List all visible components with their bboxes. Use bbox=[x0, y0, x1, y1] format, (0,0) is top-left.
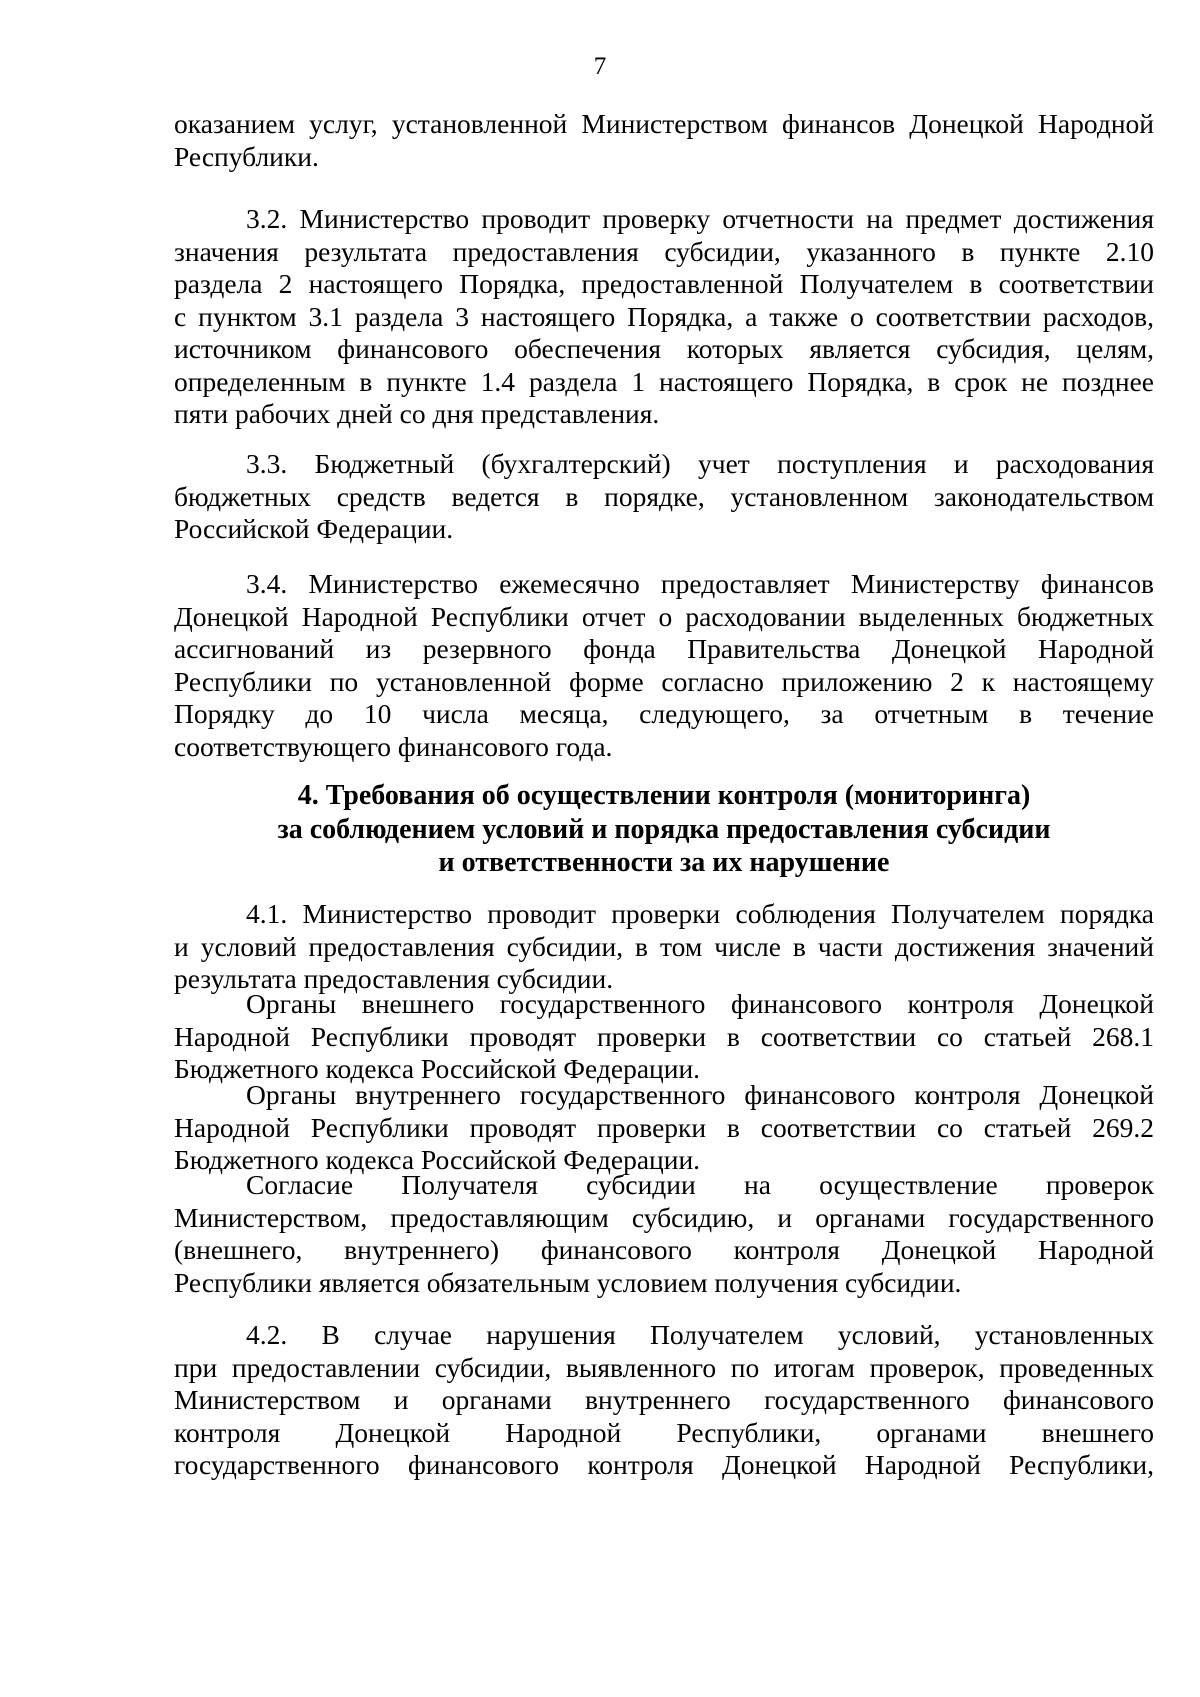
text-line: Органы внешнего государственного финансового контроля Донецкой bbox=[246, 988, 1154, 1019]
paragraph-consent bbox=[174, 1169, 1154, 1299]
text-line: значения результата предоставления субсидии, указанного в пункте 2.10 bbox=[174, 235, 1154, 267]
text-line: Министерством и органами внутреннего государственного финансового bbox=[174, 1384, 1154, 1415]
page-number: 7 bbox=[593, 53, 607, 80]
heading-line: 4. Требования об осуществлении контроля (мониторинга) bbox=[297, 780, 1031, 811]
text-line: Республики по установленной форме согласно приложению 2 к настоящему bbox=[174, 665, 1154, 697]
text-line: бюджетных средств ведется в порядке, установленном законодательством bbox=[174, 480, 1154, 512]
paragraph-4-1 bbox=[174, 898, 1154, 996]
text-line: 4.2. В случае нарушения Получателем условий, установленных bbox=[246, 1319, 1154, 1350]
text-line: Народной Республики проводят проверки в соответствии со статьей 269.2 bbox=[174, 1111, 1154, 1143]
text-line: соответствующего финансового года. bbox=[174, 730, 613, 762]
heading-line: и ответственности за их нарушение bbox=[438, 847, 890, 878]
text-line: оказанием услуг, установленной Министерством финансов Донецкой Народной bbox=[174, 108, 1154, 139]
paragraph-external-control bbox=[174, 988, 1154, 1086]
text-line: Республики. bbox=[174, 140, 319, 172]
paragraph-continuation bbox=[174, 108, 1154, 173]
text-line: при предоставлении субсидии, выявленного по итогам проверок, проведенных bbox=[174, 1351, 1154, 1383]
text-line: контроля Донецкой Народной Республики, органами внешнего bbox=[174, 1416, 1154, 1448]
text-line: 3.4. Министерство ежемесячно предоставляет Министерству финансов bbox=[246, 568, 1154, 599]
text-line: государственного финансового контроля Донецкой Народной Республики, bbox=[174, 1449, 1154, 1480]
text-line: определенным в пункте 1.4 раздела 1 настоящего Порядка, в срок не позднее bbox=[174, 365, 1154, 397]
text-line: Донецкой Народной Республики отчет о расходовании выделенных бюджетных bbox=[174, 600, 1154, 632]
heading-line: за соблюдением условий и порядка предоставления субсидии bbox=[277, 813, 1051, 845]
text-line: Бюджетного кодекса Российской Федерации. bbox=[174, 1053, 701, 1084]
text-line: с пунктом 3.1 раздела 3 настоящего Порядка, а также о соответствии расходов, bbox=[174, 300, 1154, 332]
text-line: раздела 2 настоящего Порядка, предоставленной Получателем в соответствии bbox=[174, 268, 1154, 299]
text-line: Порядку до 10 числа месяца, следующего, за отчетным в течение bbox=[174, 698, 1154, 729]
paragraph-4-2 bbox=[174, 1319, 1154, 1482]
text-line: 3.3. Бюджетный (бухгалтерский) учет поступления и расходования bbox=[246, 448, 1154, 479]
text-line: ассигнований из резервного фонда Правительства Донецкой Народной bbox=[174, 633, 1154, 664]
text-line: (внешнего, внутреннего) финансового контроля Донецкой Народной bbox=[174, 1234, 1154, 1265]
text-line: 3.2. Министерство проводит проверку отчетности на предмет достижения bbox=[246, 203, 1154, 234]
text-line: Народной Республики проводят проверки в соответствии со статьей 268.1 bbox=[174, 1020, 1154, 1052]
text-line: результата предоставления субсидии. bbox=[174, 963, 614, 994]
text-line: и условий предоставления субсидии, в том числе в части достижения значений bbox=[174, 930, 1154, 962]
text-line: Российской Федерации. bbox=[174, 513, 454, 544]
text-line: Министерством, предоставляющим субсидию, и органами государственного bbox=[174, 1201, 1154, 1233]
text-line: Республики является обязательным условием получения субсидии. bbox=[174, 1266, 962, 1298]
paragraph-internal-control bbox=[174, 1079, 1154, 1177]
paragraph-3-3 bbox=[174, 448, 1154, 546]
text-line: Согласие Получателя субсидии на осуществление проверок bbox=[246, 1169, 1154, 1200]
section-4-heading bbox=[174, 779, 1154, 880]
text-line: источником финансового обеспечения которых является субсидия, целям, bbox=[174, 333, 1154, 364]
text-line: 4.1. Министерство проводит проверки соблюдения Получателем порядка bbox=[246, 898, 1154, 929]
paragraph-3-4 bbox=[174, 568, 1154, 763]
text-line: Органы внутреннего государственного финансового контроля Донецкой bbox=[246, 1079, 1154, 1110]
paragraph-3-2 bbox=[174, 203, 1154, 431]
text-line: Бюджетного кодекса Российской Федерации. bbox=[174, 1144, 701, 1175]
text-line: пяти рабочих дней со дня представления. bbox=[174, 398, 660, 429]
